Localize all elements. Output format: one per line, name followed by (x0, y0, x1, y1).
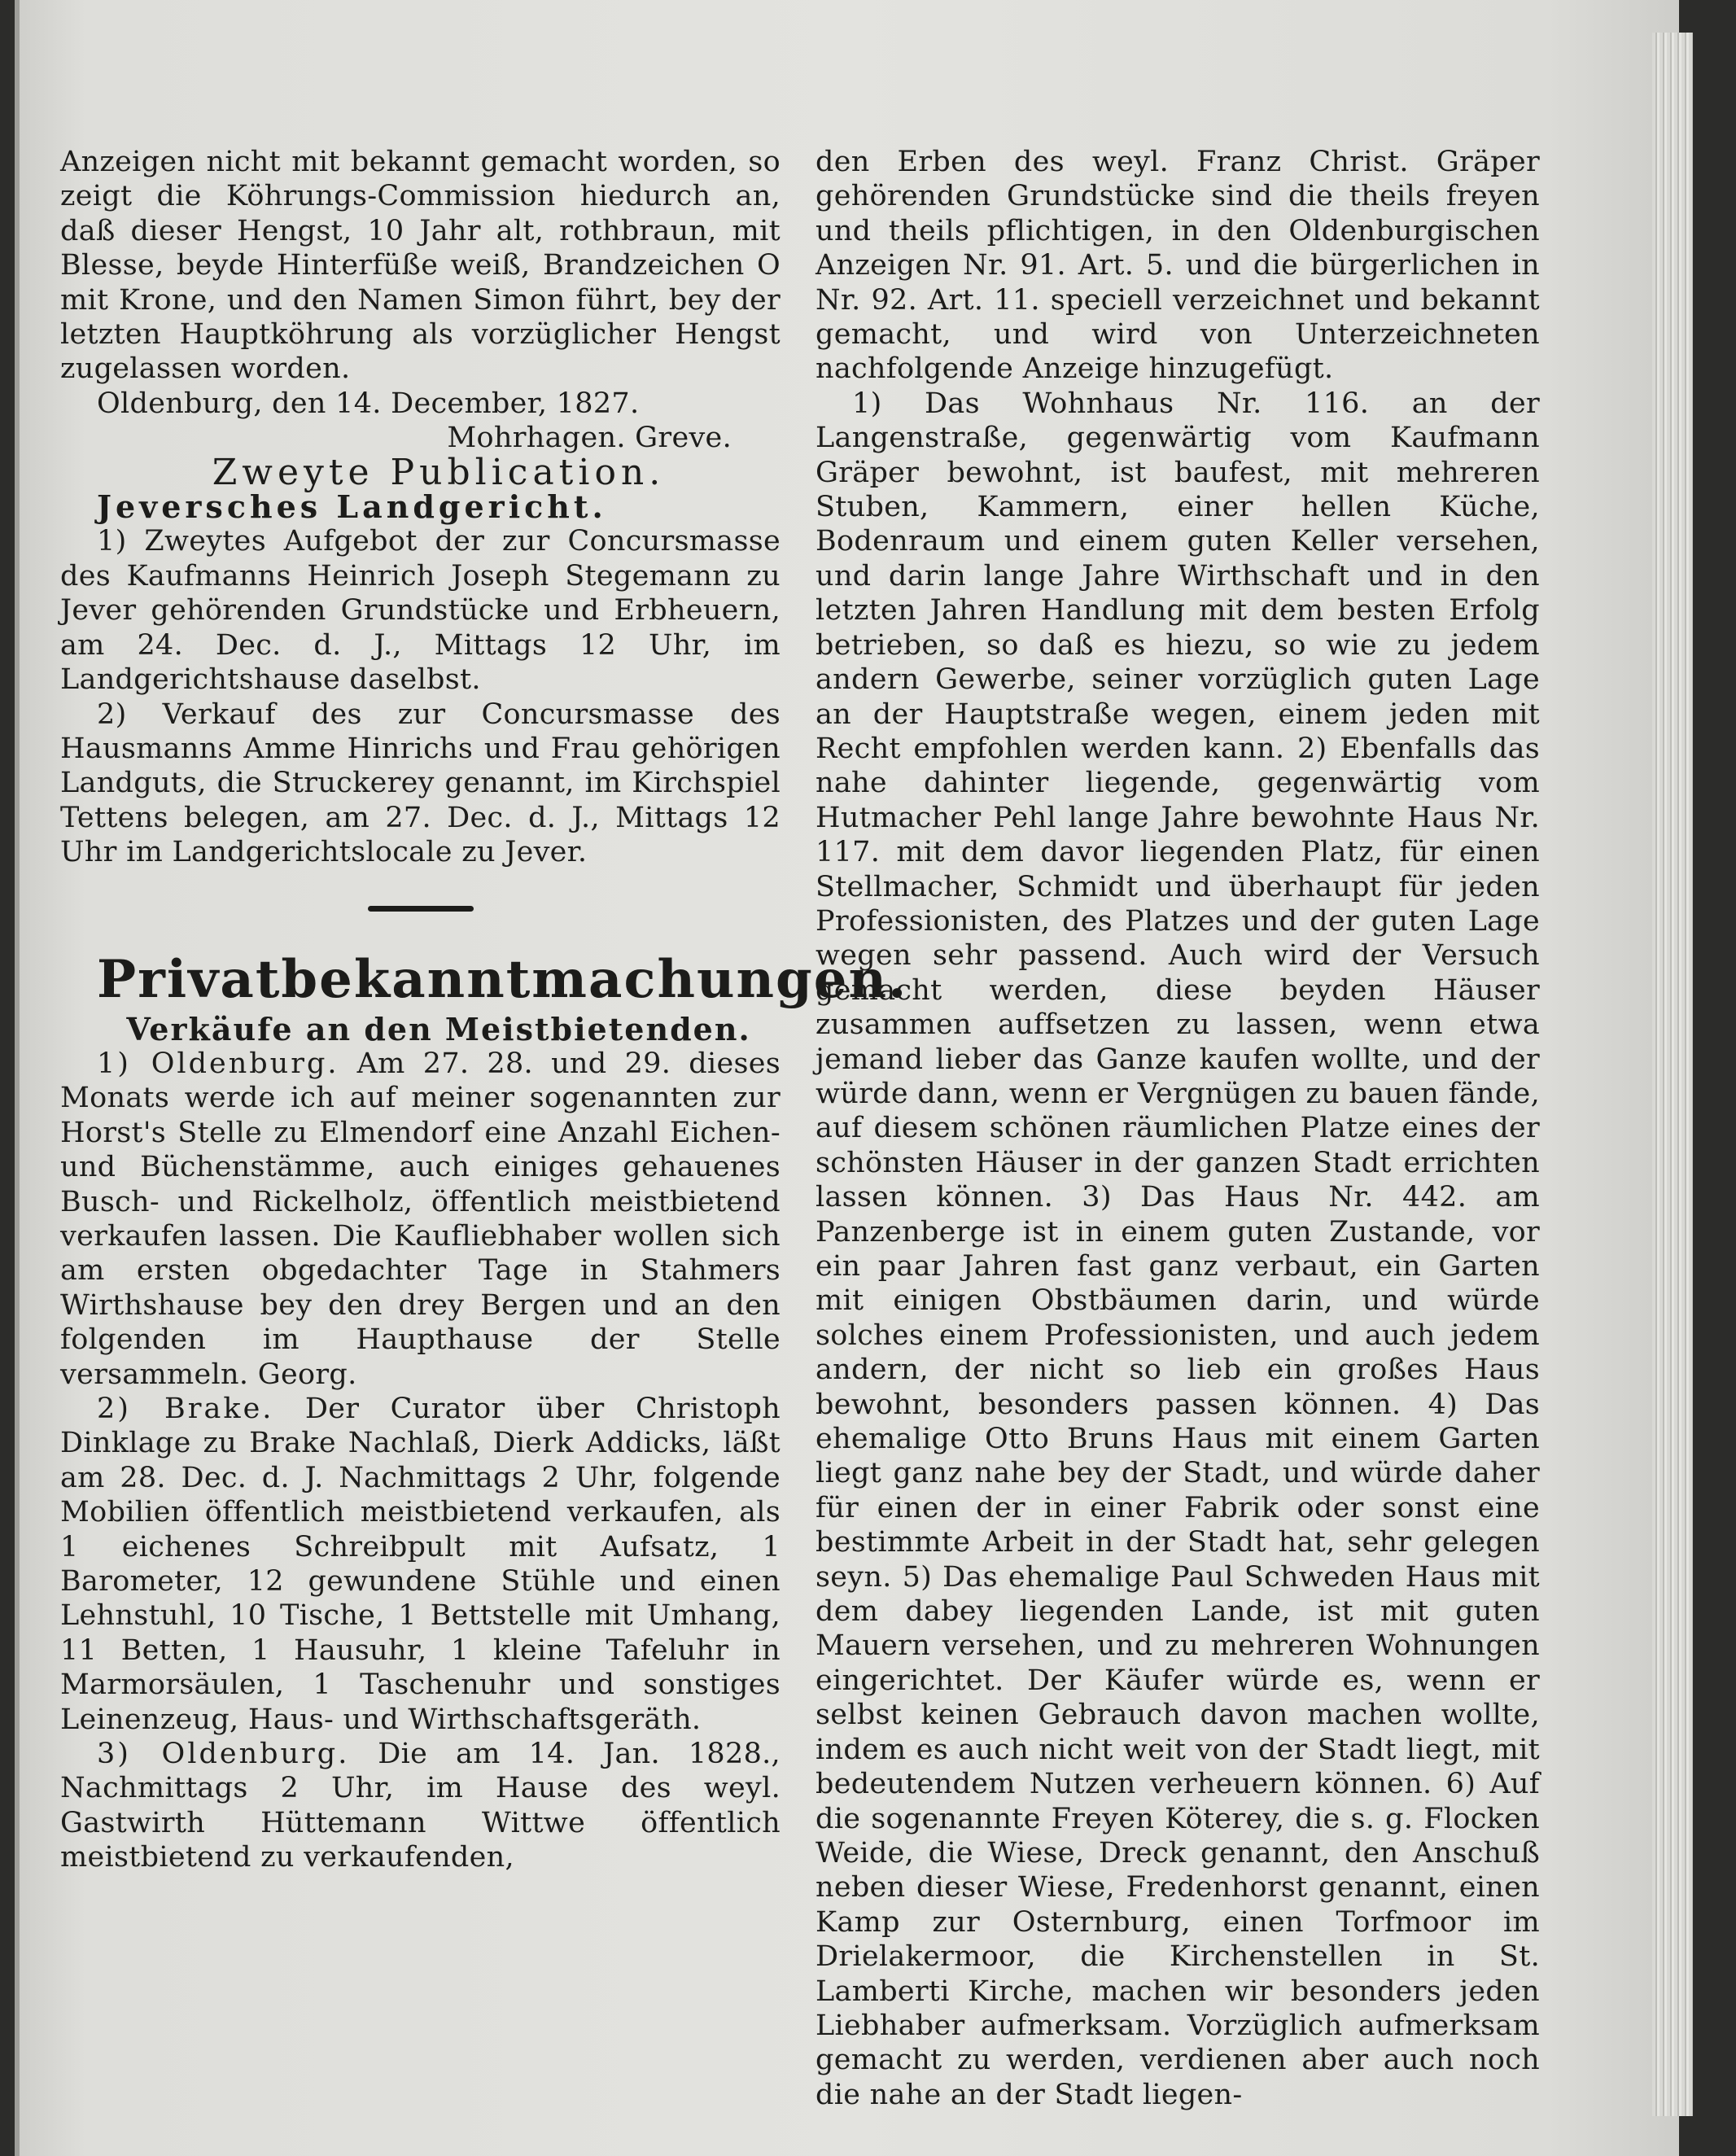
sale-item-1 (60, 1047, 781, 1392)
sale-item-3 (60, 1737, 781, 1875)
sale-item-3-place: 3) Oldenburg. (97, 1738, 350, 1771)
sale-item-3-text: Die am 14. Jan. 1828., Nachmittags 2 Uhr, im Hause des weyl. Gastwirth Hüttemann Wittwe öffentlich meistbietend zu verkaufenden, (60, 1738, 781, 1874)
sale-item-1-place: 1) Oldenburg. (97, 1047, 339, 1080)
newspaper-page (15, 0, 1679, 2156)
property-intro-paragraph: den Erben des weyl. Franz Christ. Gräper gehörenden Grundstücke sind die theils freyen und theils pflichtigen, in den Oldenburgischen Anzeigen Nr. 91. Art. 5. und die bürgerlichen in Nr. 92. Art. 11. speciell verzeichnet und bekannt gemacht, und wird von Unterzeichneten nachfolgende Anzeige hinzugefügt. (816, 146, 1540, 386)
sale-item-2 (60, 1392, 781, 1737)
page-stack-edges (1652, 33, 1693, 2116)
continued-notice-paragraph: Anzeigen nicht mit bekannt gemacht worden, so zeigt die Köhrungs-Commission hiedurch an, daß dieser Hengst, 10 Jahr alt, rothbraun, mit Blesse, beyde Hinterfüße weiß, Brandzeichen O mit Krone, und den Namen Simon führt, bey der letzten Hauptköhrung als vorzüglicher Hengst zugelassen worden. (60, 146, 781, 386)
section-divider-rule (368, 906, 474, 912)
left-column (60, 145, 908, 1875)
sale-item-2-text: Der Curator über Christoph Dinklage zu Brake Nachlaß, Dierk Addicks, läßt am 28. Dec. d. J. Nachmittags 2 Uhr, folgende Mobilien öffentlich meistbietend verkaufen, als 1 eichenes Schreibpult mit Aufsatz, 1 Barometer, 12 gewundene Stühle und einen Lehnstuhl, 10 Tische, 1 Bettstelle mit Umhang, 11 Betten, 1 Hausuhr, 1 kleine Tafeluhr in Marmorsäulen, 1 Taschenuhr und sonstiges Leinenzeug, Haus- und Wirthschaftsgeräth. (60, 1393, 781, 1736)
auction-sales-heading: Verkäufe an den Meistbietenden. (126, 1010, 751, 1047)
court-notice-1: 1) Zweytes Aufgebot der zur Concursmasse des Kaufmanns Heinrich Joseph Stegemann zu Jever gehörenden Grundstücke und Erbheuern, am 24. Dec. d. J., Mittags 12 Uhr, im Landgerichtshause daselbst. (60, 525, 781, 697)
signatures: Mohrhagen. Greve. (447, 422, 732, 455)
sale-item-2-place: 2) Brake. (97, 1393, 274, 1425)
publication-heading: Zweyte Publication. (212, 451, 666, 493)
right-column (816, 145, 1540, 2112)
sale-item-1-text: Am 27. 28. und 29. dieses Monats werde ich auf meiner sogenannten zur Horst's Stelle zu Elmendorf eine Anzahl Eichen- und Büchenstämme, auch einiges gehauenes Busch- und Rickelholz, öffentlich meistbietend verkaufen lassen. Die Kaufliebhaber wollen sich am ersten obgedachter Tage in Stahmers Wirthshause bey den drey Bergen und an den folgenden im Haupthause der Stelle versammeln. Georg. (60, 1047, 781, 1391)
dateline: Oldenburg, den 14. December, 1827. (97, 387, 640, 420)
court-heading: Jeversches Landgericht. (97, 488, 607, 526)
private-announcements-heading: Privatbekanntmachungen. (97, 948, 908, 1010)
court-notice-2: 2) Verkauf des zur Concursmasse des Hausmanns Amme Hinrichs und Frau gehörigen Landguts, die Struckerey genannt, im Kirchspiel Tettens belegen, am 27. Dec. d. J., Mittags 12 Uhr im Landgerichtslocale zu Jever. (60, 698, 781, 869)
property-list-paragraph: 1) Das Wohnhaus Nr. 116. an der Langenstraße, gegenwärtig vom Kaufmann Gräper bewohnt, ist baufest, mit mehreren Stuben, Kammern, einer hellen Küche, Bodenraum und einem guten Keller versehen, und darin lange Jahre Wirthschaft und in den letzten Jahren Handlung mit dem besten Erfolg betrieben, so daß es hiezu, so wie zu jedem andern Gewerbe, seiner vorzüglich guten Lage an der Hauptstraße wegen, einem jeden mit Recht empfohlen werden kann. 2) Ebenfalls das nahe dahinter liegende, gegenwärtig vom Hutmacher Pehl lange Jahre bewohnte Haus Nr. 117. mit dem davor liegenden Platz, für einen Stellmacher, Schmidt und überhaupt für jeden Professionisten, des Platzes und der guten Lage wegen sehr passend. Auch wird der Versuch gemacht werden, diese beyden Häuser zusammen auffsetzen zu lassen, wenn etwa jemand lieber das Ganze kaufen wollte, und der würde dann, wenn er Vergnügen zu bauen fände, auf diesem schönen räumlichen Platze eines der schönsten Häuser in der ganzen Stadt errichten lassen können. 3) Das Haus Nr. 442. am Panzenberge ist in einem guten Zustande, vor ein paar Jahren fast ganz verbaut, ein Garten mit einigen Obstbäumen darin, und würde solches einem Professionisten, und auch jedem andern, der nicht so lieb ein großes Haus bewohnt, besonders passen können. 4) Das ehemalige Otto Bruns Haus mit einem Garten liegt ganz nahe bey der Stadt, und würde daher für einen der in einer Fabrik oder sonst eine bestimmte Arbeit in der Stadt hat, sehr gelegen seyn. 5) Das ehemalige Paul Schweden Haus mit dem dabey liegenden Lande, ist mit guten Mauern versehen, und zu mehreren Wohnungen eingerichtet. Der Käufer würde es, wenn er selbst keinen Gebrauch davon machen wollte, indem es auch nicht weit von der Stadt liegt, mit bedeutendem Nutzen verheuern können. 6) Auf die sogenannte Freyen Köterey, die s. g. Flocken Weide, die Wiese, Dreck genannt, den Anschuß neben dieser Wiese, Fredenhorst genannt, einen Kamp zur Osternburg, einen Torfmoor im Drielakermoor, die Kirchenstellen in St. Lamberti Kirche, machen wir besonders jeden Liebhaber aufmerksam. Vorzüglich aufmerksam gemacht zu werden, verdienen aber auch noch die nahe an der Stadt liegen- (816, 387, 1540, 2111)
